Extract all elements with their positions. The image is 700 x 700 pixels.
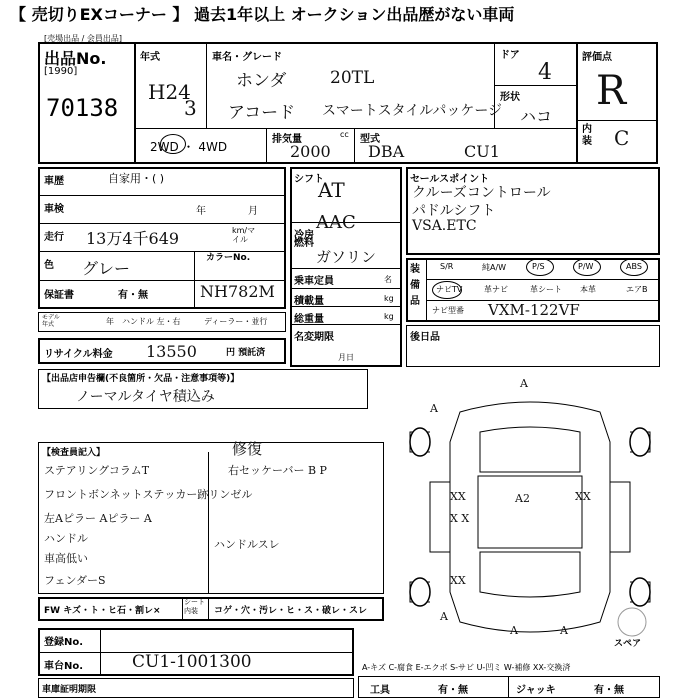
sales-point-line-1: クルーズコントロール bbox=[412, 185, 551, 201]
inspector-label: 【検査員記入】 bbox=[42, 448, 106, 458]
recycle-label: リサイクル料金 bbox=[44, 349, 113, 360]
damage-mark-x-left: X X bbox=[450, 512, 470, 525]
grade-label: 評価点 bbox=[582, 52, 612, 63]
model-year-unit: 年 bbox=[106, 317, 114, 326]
spare-label: スペア bbox=[614, 639, 642, 649]
banner: 【 売切りEXコーナー 】 過去1年以上 オークション出品歴がない車両 bbox=[10, 5, 515, 24]
mileage-unit: km/マイル bbox=[232, 226, 256, 244]
equip-ps-circle bbox=[526, 258, 554, 276]
sales-point-line-2: パドルシフト bbox=[412, 203, 496, 219]
equip-r2-1: ナビTV bbox=[436, 285, 463, 294]
shape-label: 形状 bbox=[500, 92, 520, 103]
equip-r2-5: エアB bbox=[626, 285, 648, 294]
tools-label: 工具 bbox=[370, 685, 390, 696]
lot-label: 出品No. bbox=[44, 49, 107, 68]
inspector-line-2: フロントボンネットステッカー跡リンゼル bbox=[44, 488, 253, 501]
car-left-door bbox=[430, 482, 450, 552]
doors-label: ドア bbox=[500, 50, 520, 61]
mileage-value: 13万4千649 bbox=[86, 229, 180, 248]
navi-label: ナビ型番 bbox=[432, 306, 464, 315]
navi-value: VXM-122VF bbox=[488, 301, 580, 319]
doors-value: 4 bbox=[538, 60, 552, 85]
model-year-label: モデル年式 bbox=[42, 314, 60, 328]
jack-label: ジャッキ bbox=[516, 685, 556, 696]
color-value: グレー bbox=[82, 259, 131, 278]
wheel-front-right bbox=[630, 428, 650, 456]
later-items-block bbox=[406, 325, 660, 367]
model-code: 20TL bbox=[330, 68, 375, 88]
equip-pw-circle bbox=[573, 258, 601, 276]
inspector-line-1: ステアリングコラムT bbox=[44, 464, 150, 477]
damage-mark-front-left: A bbox=[430, 402, 438, 415]
lot-number: 70138 bbox=[46, 94, 119, 122]
inspector-line-4: ハンドル bbox=[44, 532, 88, 545]
inspector-line-6: フェンダーS bbox=[44, 574, 106, 587]
legend: A-キズ C-腐食 E-エクボ S-サビ U-凹ミ W-補修 XX-交換済 bbox=[362, 663, 571, 672]
seat-label: シート内装 bbox=[184, 598, 205, 615]
sales-point-label: セールスポイント bbox=[410, 174, 490, 185]
damage-mark-rear: A bbox=[510, 624, 518, 637]
type-prefix: DBA bbox=[368, 142, 405, 161]
car-right-door bbox=[610, 482, 630, 552]
damage-mark-a2-roof: A2 bbox=[515, 492, 530, 505]
color-label: 色 bbox=[44, 260, 54, 271]
warranty-label: 保証書 bbox=[44, 290, 74, 301]
fuel-value: ガソリン bbox=[316, 248, 377, 266]
seat-damage: コゲ・穴・汚レ・ヒ・ス・破レ・スレ bbox=[214, 606, 368, 616]
model: アコード bbox=[228, 103, 296, 123]
grade-score: R bbox=[596, 68, 627, 114]
car-diagram bbox=[390, 372, 680, 662]
drive-2wd-circle bbox=[160, 134, 186, 154]
equip-r2-3: 革シート bbox=[530, 285, 562, 294]
wheel-rear-left bbox=[410, 578, 430, 606]
inspector-repair: 修復 bbox=[232, 440, 263, 458]
interior-value: C bbox=[614, 126, 630, 150]
ac-value: AAC bbox=[316, 212, 356, 233]
spare-tire-icon bbox=[618, 608, 646, 636]
damage-mark-xx-rear: XX bbox=[450, 574, 466, 587]
handle-value: ハンドル 左・右 bbox=[122, 317, 181, 326]
inspection-year: 年 bbox=[196, 206, 206, 217]
name-label: 車名・グレード bbox=[212, 52, 282, 63]
damage-mark-rear-right: A bbox=[560, 624, 568, 637]
sales-point-line-3: VSA.ETC bbox=[412, 218, 477, 234]
mileage-label: 走行 bbox=[44, 232, 64, 243]
equip-r2-2: 革ナビ bbox=[484, 285, 508, 294]
capacity-label: 乗車定員 bbox=[294, 276, 334, 287]
dealer-value: ディーラー・並行 bbox=[204, 317, 268, 326]
displacement-value: 2000 bbox=[290, 142, 331, 161]
inspector-line-8: ハンドルスレ bbox=[214, 538, 280, 551]
damage-mark-top: A bbox=[520, 377, 528, 390]
displacement-unit: cc bbox=[340, 130, 349, 139]
type-label: 型式 bbox=[360, 134, 380, 145]
tools-value: 有・無 bbox=[438, 685, 468, 696]
equip-navi-circle bbox=[432, 281, 462, 299]
shape-value: ハコ bbox=[520, 107, 553, 126]
jack-value: 有・無 bbox=[594, 685, 624, 696]
chassis-label: 車台No. bbox=[44, 661, 84, 672]
fw-label: FW キズ・ト・ヒ石・割レ× bbox=[44, 606, 161, 616]
load-label: 積載量 bbox=[294, 296, 324, 307]
year-label: 年式 bbox=[140, 52, 160, 63]
change-label: 名変期限 bbox=[294, 332, 334, 343]
shift-label: シフト bbox=[294, 174, 324, 185]
fuel-label: 燃料 bbox=[294, 238, 314, 249]
damage-mark-rear-left: A bbox=[440, 610, 448, 623]
change-unit: 月日 bbox=[338, 353, 354, 362]
maker: ホンダ bbox=[236, 71, 287, 91]
inspection-label: 車検 bbox=[44, 204, 64, 215]
shift-value: AT bbox=[318, 178, 345, 202]
grade-text: スマートスタイルパッケージ bbox=[322, 103, 503, 119]
equip-r2-4: 本革 bbox=[580, 285, 596, 294]
history-options: 自家用・( ) bbox=[108, 172, 165, 185]
lot-sub: [1990] bbox=[44, 66, 78, 77]
car-rear-window bbox=[480, 552, 580, 597]
car-roof bbox=[478, 476, 582, 548]
header-note: [売場出品 / 会員出品] bbox=[44, 34, 123, 43]
interior-label: 内装 bbox=[582, 124, 592, 147]
equip-r1-2: 純A/W bbox=[482, 263, 507, 272]
equip-r1-1: S/R bbox=[440, 262, 454, 271]
notes-text: ノーマルタイヤ積込み bbox=[76, 389, 215, 405]
wheel-rear-right bbox=[630, 578, 650, 606]
warranty-value: 有・無 bbox=[118, 290, 148, 301]
ac-label: 冷房 bbox=[294, 230, 314, 241]
month-value: 3 bbox=[184, 96, 197, 120]
color-no-value: NH782M bbox=[200, 282, 275, 301]
car-windshield bbox=[480, 427, 580, 472]
inspector-line-3: 左Aピラー Aピラー A bbox=[44, 512, 152, 525]
displacement-label: 排気量 bbox=[272, 134, 302, 145]
drive-type: 2WD ・ 4WD bbox=[150, 140, 228, 154]
recycle-unit: 円 預託済 bbox=[226, 348, 266, 358]
inspector-line-7: 右セッケーバー B P bbox=[228, 464, 327, 477]
wheel-front-left bbox=[410, 428, 430, 456]
history-label: 車歴 bbox=[44, 176, 64, 187]
chassis-value: CU1-1001300 bbox=[132, 652, 252, 672]
equip-r1-3: P/S bbox=[532, 262, 545, 271]
equip-abs-circle bbox=[620, 258, 648, 276]
reg-label: 登録No. bbox=[44, 637, 84, 648]
inspector-line-5: 車高低い bbox=[44, 552, 88, 565]
equip-r1-5: ABS bbox=[626, 262, 642, 271]
recycle-amount: 13550 bbox=[146, 342, 197, 361]
notes-label: 【出品店申告欄(不良箇所・欠品・注意事項等)】 bbox=[42, 374, 240, 384]
load-unit: kg bbox=[384, 294, 394, 303]
weight-label: 総重量 bbox=[294, 314, 324, 325]
equip-r1-4: P/W bbox=[578, 262, 594, 271]
damage-mark-xx-left: XX bbox=[450, 490, 466, 503]
type-value: CU1 bbox=[464, 142, 500, 161]
weight-unit: kg bbox=[384, 312, 394, 321]
equipment-label: 装備品 bbox=[410, 264, 420, 307]
year-value: H24 bbox=[148, 80, 191, 104]
cert-label: 車庫証明期限 bbox=[42, 685, 97, 695]
inspection-month: 月 bbox=[248, 206, 258, 217]
color-no-label: カラーNo. bbox=[206, 253, 251, 263]
damage-mark-xx-right: XX bbox=[575, 490, 591, 503]
capacity-unit: 名 bbox=[384, 275, 392, 284]
later-items-label: 後日品 bbox=[410, 332, 440, 343]
